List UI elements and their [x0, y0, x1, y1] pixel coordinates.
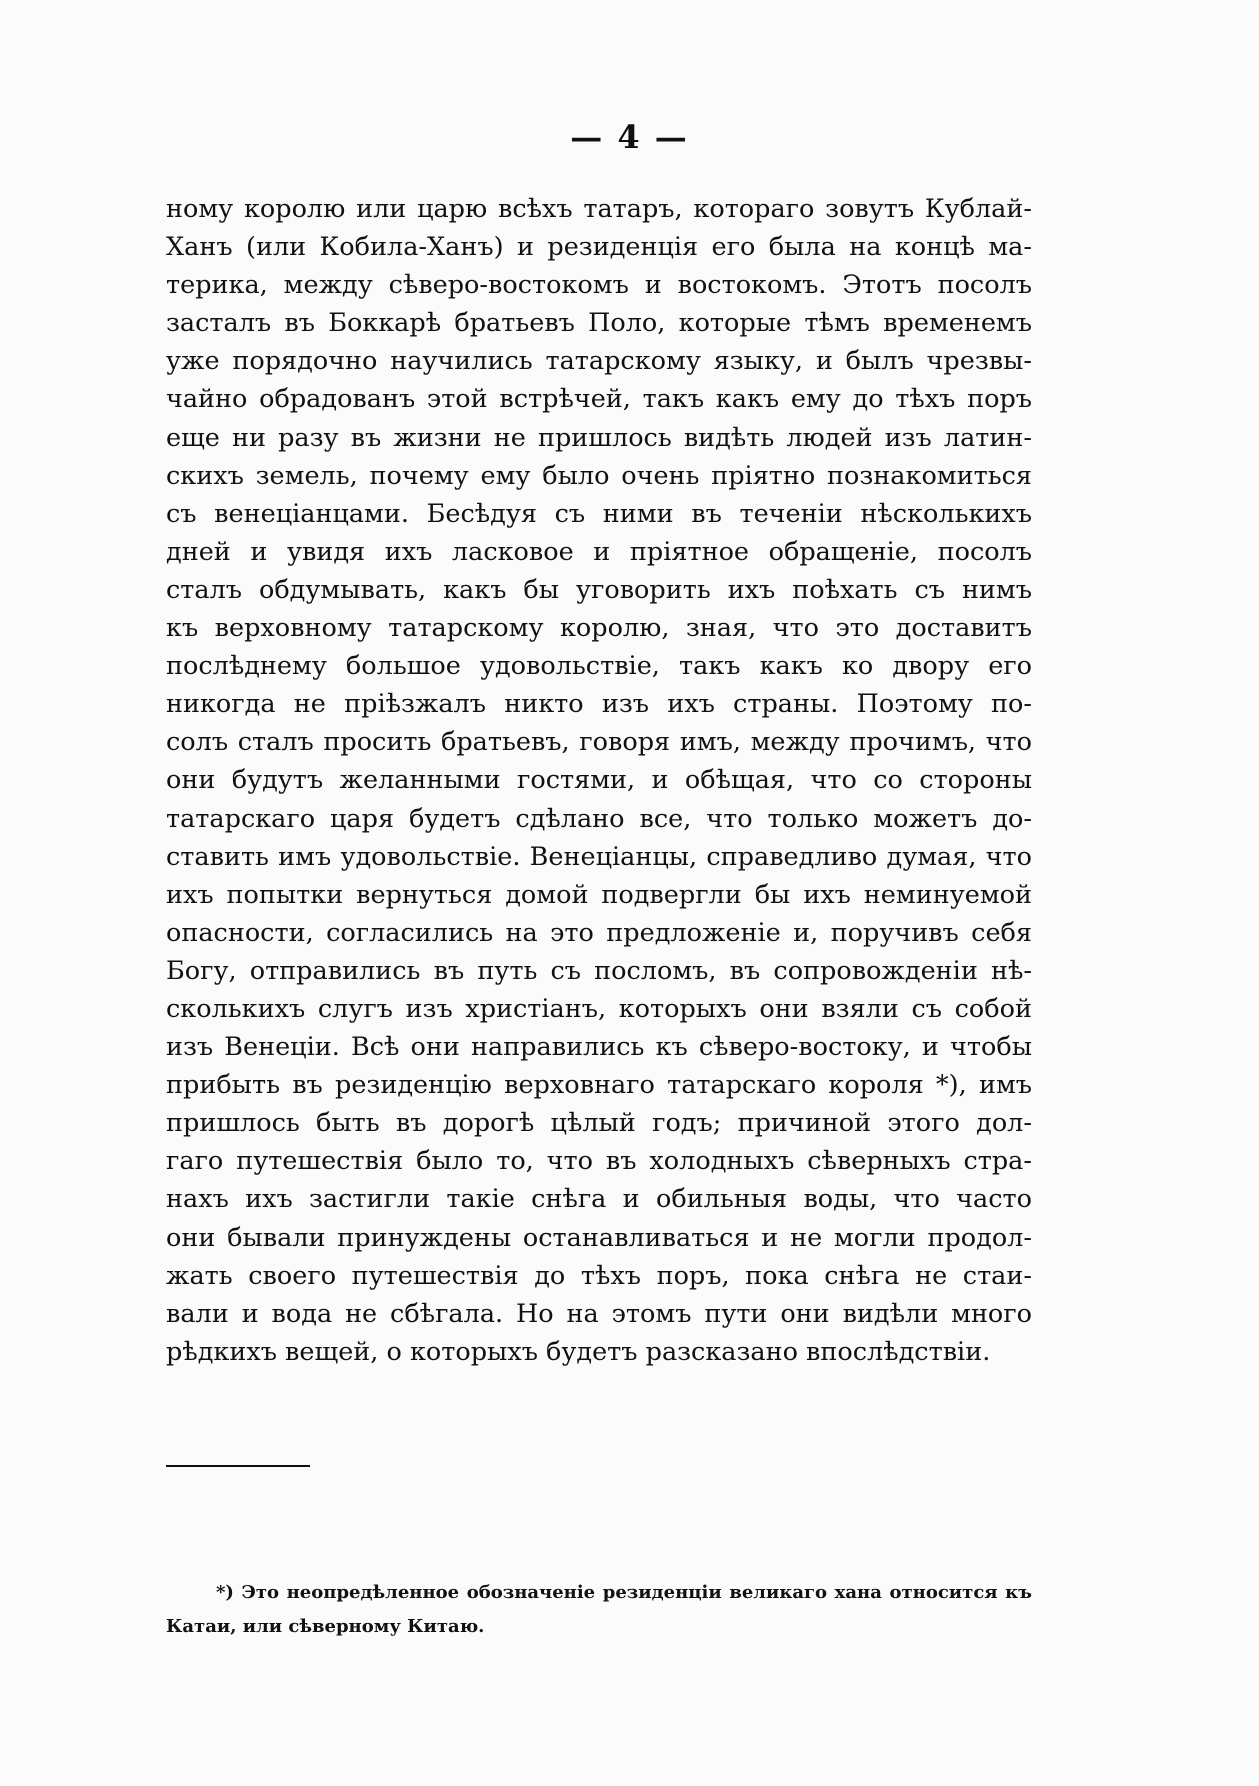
- text-line: ихъ попытки вернуться домой подвергли бы ихъ неминуемой: [166, 879, 1032, 910]
- text-line: скихъ земель, почему ему было очень пріятно познакомиться: [166, 460, 1032, 491]
- text-line: жать своего путешествія до тѣхъ поръ, пока снѣга не стаи-: [166, 1260, 1032, 1291]
- text-line: они бывали принуждены останавливаться и не могли продол-: [166, 1222, 1032, 1253]
- footnote: [166, 1576, 1032, 1644]
- main-text: [166, 190, 1032, 1371]
- text-line: дней и увидя ихъ ласковое и пріятное обращеніе, посолъ: [166, 536, 1032, 567]
- text-line: пришлось быть въ дорогѣ цѣлый годъ; причиной этого дол-: [166, 1108, 1032, 1139]
- text-line: чайно обрадованъ этой встрѣчей, такъ какъ ему до тѣхъ поръ: [166, 384, 1032, 415]
- text-line: съ венеціанцами. Бесѣдуя съ ними въ теченіи нѣсколькихъ: [166, 498, 1032, 529]
- footnote-divider: [166, 1465, 310, 1467]
- text-line: опасности, согласились на это предложеніе и, поручивъ себя: [166, 917, 1032, 948]
- text-line: нахъ ихъ застигли такіе снѣга и обильныя воды, что часто: [166, 1184, 1032, 1215]
- text-line: ному королю или царю всѣхъ татаръ, котораго зовутъ Кублай-: [166, 194, 1032, 224]
- text-line: они будутъ желанными гостями, и обѣщая, что со стороны: [166, 765, 1032, 796]
- text-line: сталъ обдумывать, какъ бы уговорить ихъ поѣхать съ нимъ: [166, 574, 1032, 605]
- text-line: уже порядочно научились татарскому языку, и былъ чрезвы-: [166, 346, 1032, 377]
- text-line: прибыть въ резиденцію верховнаго татарскаго короля *), имъ: [166, 1070, 1032, 1101]
- text-line: Богу, отправились въ путь съ посломъ, въ сопровожденіи нѣ-: [166, 955, 1032, 986]
- text-line: еще ни разу въ жизни не пришлось видѣть людей изъ латин-: [166, 422, 1032, 453]
- text-line: къ верховному татарскому королю, зная, что это доставитъ: [166, 613, 1032, 644]
- text-line: вали и вода не сбѣгала. Но на этомъ пути они видѣли много: [166, 1298, 1032, 1329]
- text-line: засталъ въ Боккарѣ братьевъ Поло, которые тѣмъ временемъ: [166, 308, 1032, 339]
- text-line: Ханъ (или Кобила-Ханъ) и резиденція его была на концѣ ма-: [166, 232, 1032, 263]
- text-line: сколькихъ слугъ изъ христіанъ, которыхъ они взяли съ собой: [166, 993, 1032, 1024]
- text-line: никогда не пріѣзжалъ никто изъ ихъ страны. Поэтому по-: [166, 689, 1032, 720]
- text-line: изъ Венеціи. Всѣ они направились къ сѣверо-востоку, и чтобы: [166, 1032, 1032, 1063]
- page-number: — 4 —: [570, 118, 689, 156]
- text-line: солъ сталъ просить братьевъ, говоря имъ, между прочимъ, что: [166, 727, 1032, 758]
- footnote-line: *) Это неопредѣленное обозначеніе резиденціи великаго хана относится къ: [216, 1582, 1032, 1603]
- text-line: гаго путешествія было то, что въ холодныхъ сѣверныхъ стра-: [166, 1146, 1032, 1177]
- footnote-line: Катаи, или сѣверному Китаю.: [166, 1616, 485, 1637]
- text-line: рѣдкихъ вещей, о которыхъ будетъ разсказано впослѣдствіи.: [166, 1336, 991, 1367]
- text-line: ставить имъ удовольствіе. Венеціанцы, справедливо думая, что: [166, 841, 1032, 872]
- text-line: татарскаго царя будетъ сдѣлано все, что только можетъ до-: [166, 803, 1032, 834]
- text-line: послѣднему большое удовольствіе, такъ какъ ко двору его: [166, 651, 1032, 682]
- text-line: терика, между сѣверо-востокомъ и востокомъ. Этотъ посолъ: [166, 270, 1032, 301]
